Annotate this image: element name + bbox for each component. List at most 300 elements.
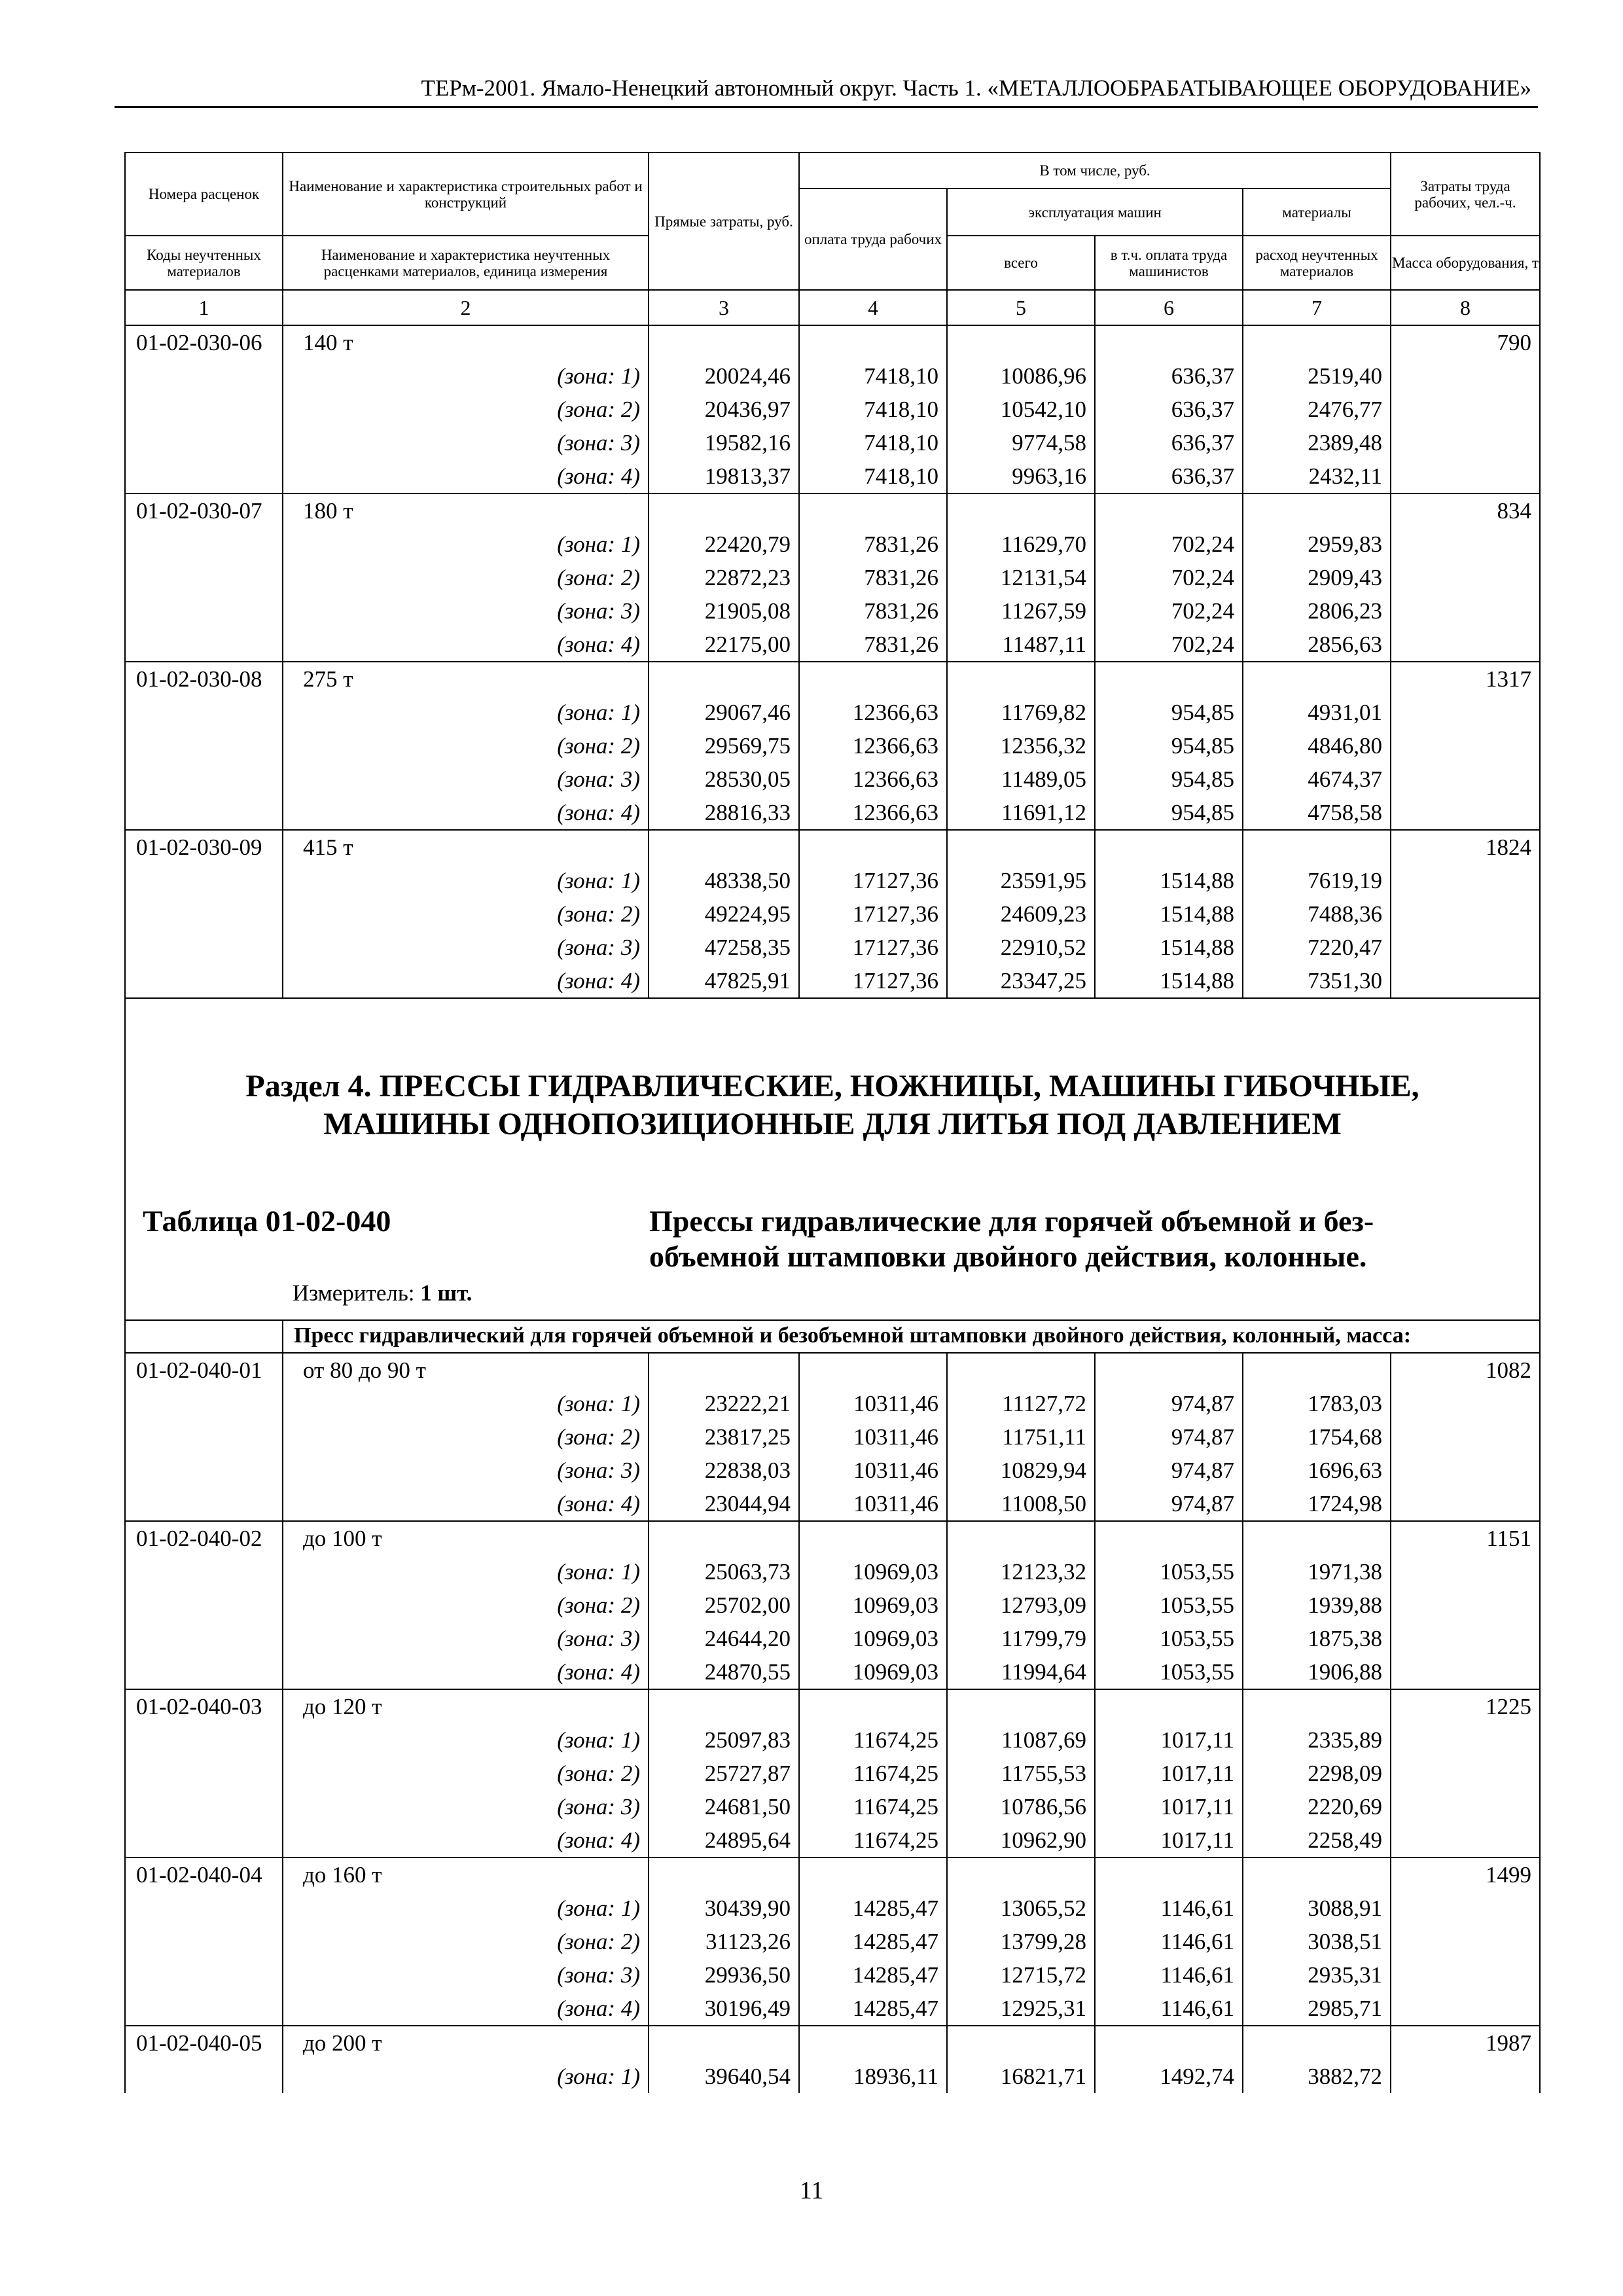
zone-label: (зона: 1)	[283, 528, 649, 561]
material-cost: 4846,80	[1243, 729, 1391, 762]
empty-cell	[1391, 628, 1540, 662]
operator-cost: 1146,61	[1095, 1958, 1243, 1992]
rate-name: 415 т	[283, 830, 649, 864]
empty-cell	[125, 964, 283, 998]
zone-label: (зона: 1)	[283, 1723, 649, 1757]
operator-cost: 954,85	[1095, 729, 1243, 762]
empty-cell	[649, 662, 799, 696]
empty-cell	[649, 325, 799, 359]
material-cost: 2389,48	[1243, 426, 1391, 459]
empty-cell	[125, 1757, 283, 1790]
material-cost: 2335,89	[1243, 1723, 1391, 1757]
rate-row	[125, 1521, 1540, 1555]
empty-cell	[1391, 1757, 1540, 1790]
rate-row	[125, 662, 1540, 696]
direct-cost: 30439,90	[649, 1892, 799, 1925]
material-cost: 3882,72	[1243, 2060, 1391, 2093]
material-cost: 2959,83	[1243, 528, 1391, 561]
machine-cost: 16821,71	[947, 2060, 1095, 2093]
machine-cost: 10829,94	[947, 1454, 1095, 1487]
unit-line	[293, 1280, 472, 1306]
empty-cell	[125, 1487, 283, 1521]
material-cost: 7351,30	[1243, 964, 1391, 998]
section-title	[126, 1067, 1539, 1143]
empty-cell	[947, 1857, 1095, 1892]
machine-cost: 11769,82	[947, 696, 1095, 729]
operator-cost: 954,85	[1095, 696, 1243, 729]
page-number: 11	[799, 2177, 824, 2204]
equipment-mass: 1225	[1391, 1689, 1540, 1723]
empty-cell	[947, 662, 1095, 696]
machine-cost: 10786,56	[947, 1790, 1095, 1823]
direct-cost: 23817,25	[649, 1420, 799, 1454]
labor-cost: 10311,46	[799, 1420, 947, 1454]
empty-cell	[1243, 1689, 1391, 1723]
unit-label: Измеритель:	[293, 1280, 415, 1306]
empty-cell	[947, 2026, 1095, 2060]
empty-cell	[1243, 325, 1391, 359]
machine-cost: 22910,52	[947, 931, 1095, 964]
empty-cell	[1391, 1588, 1540, 1622]
zone-label: (зона: 3)	[283, 762, 649, 796]
empty-cell	[1095, 325, 1243, 359]
direct-cost: 25727,87	[649, 1757, 799, 1790]
labor-cost: 11674,25	[799, 1723, 947, 1757]
material-cost: 2476,77	[1243, 393, 1391, 426]
material-cost: 1939,88	[1243, 1588, 1391, 1622]
operator-cost: 1053,55	[1095, 1622, 1243, 1655]
empty-cell	[1243, 1353, 1391, 1387]
head-num: 6	[1095, 290, 1243, 325]
zone-label: (зона: 4)	[283, 1487, 649, 1521]
zone-label: (зона: 1)	[283, 2060, 649, 2093]
labor-cost: 11674,25	[799, 1823, 947, 1857]
empty-cell	[1391, 1454, 1540, 1487]
zone-row	[125, 1892, 1540, 1925]
equipment-mass: 1082	[1391, 1353, 1540, 1387]
direct-cost: 28816,33	[649, 796, 799, 830]
empty-cell	[947, 830, 1095, 864]
labor-cost: 14285,47	[799, 1958, 947, 1992]
direct-cost: 47825,91	[649, 964, 799, 998]
machine-cost: 12925,31	[947, 1992, 1095, 2026]
rate-code: 01-02-030-09	[125, 830, 283, 864]
head-col7: расход неучтенных материалов	[1243, 236, 1391, 290]
machine-cost: 10962,90	[947, 1823, 1095, 1857]
material-cost: 2856,63	[1243, 628, 1391, 662]
labor-cost: 14285,47	[799, 1992, 947, 2026]
empty-cell	[649, 2026, 799, 2060]
machine-cost: 11691,12	[947, 796, 1095, 830]
table-head	[125, 152, 1540, 325]
head-col4: оплата труда рабочих	[799, 188, 947, 290]
empty-cell	[799, 662, 947, 696]
zone-row	[125, 1823, 1540, 1857]
labor-cost: 7831,26	[799, 528, 947, 561]
empty-cell	[125, 1622, 283, 1655]
operator-cost: 1017,11	[1095, 1723, 1243, 1757]
head-machines: эксплуатация машин	[947, 188, 1243, 236]
group-title: Пресс гидравлический для горячей объемной и безобъемной штамповки двойного действия, колонный, масса:	[283, 1320, 1540, 1353]
direct-cost: 39640,54	[649, 2060, 799, 2093]
head-num: 2	[283, 290, 649, 325]
zone-row	[125, 1454, 1540, 1487]
direct-cost: 29067,46	[649, 696, 799, 729]
zone-row	[125, 729, 1540, 762]
material-cost: 3088,91	[1243, 1892, 1391, 1925]
operator-cost: 1053,55	[1095, 1555, 1243, 1588]
machine-cost: 9774,58	[947, 426, 1095, 459]
empty-cell	[1095, 1857, 1243, 1892]
operator-cost: 1514,88	[1095, 897, 1243, 931]
labor-cost: 12366,63	[799, 796, 947, 830]
empty-cell	[125, 1823, 283, 1857]
labor-cost: 7418,10	[799, 426, 947, 459]
operator-cost: 974,87	[1095, 1487, 1243, 1521]
material-cost: 1696,63	[1243, 1454, 1391, 1487]
direct-cost: 47258,35	[649, 931, 799, 964]
operator-cost: 1514,88	[1095, 964, 1243, 998]
zone-label: (зона: 2)	[283, 393, 649, 426]
table-body-section-3	[125, 325, 1540, 998]
empty-cell	[125, 1992, 283, 2026]
empty-cell	[1391, 1790, 1540, 1823]
operator-cost: 954,85	[1095, 796, 1243, 830]
zone-label: (зона: 3)	[283, 594, 649, 628]
zone-row	[125, 1420, 1540, 1454]
direct-cost: 22838,03	[649, 1454, 799, 1487]
operator-cost: 1514,88	[1095, 864, 1243, 897]
operator-cost: 1146,61	[1095, 1992, 1243, 2026]
head-num: 3	[649, 290, 799, 325]
labor-cost: 7831,26	[799, 594, 947, 628]
direct-cost: 25702,00	[649, 1588, 799, 1622]
direct-cost: 49224,95	[649, 897, 799, 931]
direct-cost: 24644,20	[649, 1622, 799, 1655]
zone-label: (зона: 1)	[283, 1387, 649, 1420]
empty-cell	[1391, 2060, 1540, 2093]
zone-row	[125, 1487, 1540, 1521]
empty-cell	[1243, 1521, 1391, 1555]
empty-cell	[125, 1588, 283, 1622]
material-cost: 4674,37	[1243, 762, 1391, 796]
empty-cell	[1391, 796, 1540, 830]
labor-cost: 7418,10	[799, 459, 947, 493]
machine-cost: 13799,28	[947, 1925, 1095, 1958]
empty-cell	[947, 325, 1095, 359]
zone-label: (зона: 4)	[283, 964, 649, 998]
direct-cost: 22420,79	[649, 528, 799, 561]
head-col2-top: Наименование и характеристика строительных работ и конструкций	[283, 152, 649, 236]
material-cost: 4758,58	[1243, 796, 1391, 830]
empty-cell	[125, 1723, 283, 1757]
zone-label: (зона: 4)	[283, 1655, 649, 1689]
operator-cost: 1017,11	[1095, 1790, 1243, 1823]
section-title-line1: Раздел 4. ПРЕССЫ ГИДРАВЛИЧЕСКИЕ, НОЖНИЦЫ, МАШИНЫ ГИБОЧНЫЕ,	[245, 1069, 1419, 1103]
empty-cell	[1391, 1992, 1540, 2026]
section-title-line2: МАШИНЫ ОДНОПОЗИЦИОННЫЕ ДЛЯ ЛИТЬЯ ПОД ДАВЛЕНИЕМ	[323, 1107, 1342, 1141]
operator-cost: 974,87	[1095, 1420, 1243, 1454]
zone-label: (зона: 2)	[283, 1420, 649, 1454]
head-incl: В том числе, руб.	[799, 152, 1391, 188]
labor-cost: 17127,36	[799, 931, 947, 964]
operator-cost: 974,87	[1095, 1387, 1243, 1420]
price-table	[124, 152, 1541, 2093]
rate-code: 01-02-030-08	[125, 662, 283, 696]
empty-cell	[1391, 1622, 1540, 1655]
machine-cost: 11008,50	[947, 1487, 1095, 1521]
equipment-mass: 1317	[1391, 662, 1540, 696]
empty-cell	[1391, 528, 1540, 561]
zone-label: (зона: 2)	[283, 1757, 649, 1790]
labor-cost: 7418,10	[799, 393, 947, 426]
direct-cost: 30196,49	[649, 1992, 799, 2026]
header-text: ТЕРм-2001. Ямало-Ненецкий автономный округ. Часть 1. «МЕТАЛЛООБРАБАТЫВАЮЩЕЕ ОБОРУДОВАНИЕ»	[421, 75, 1531, 101]
empty-cell	[125, 1790, 283, 1823]
material-cost: 2985,71	[1243, 1992, 1391, 2026]
empty-cell	[1391, 459, 1540, 493]
empty-cell	[1391, 964, 1540, 998]
direct-cost: 29569,75	[649, 729, 799, 762]
machine-cost: 11751,11	[947, 1420, 1095, 1454]
empty-cell	[125, 864, 283, 897]
material-cost: 1754,68	[1243, 1420, 1391, 1454]
head-num: 1	[125, 290, 283, 325]
empty-cell	[649, 830, 799, 864]
zone-row	[125, 1992, 1540, 2026]
rate-code: 01-02-040-05	[125, 2026, 283, 2060]
operator-cost: 702,24	[1095, 561, 1243, 594]
empty-cell	[1391, 393, 1540, 426]
rate-code: 01-02-030-06	[125, 325, 283, 359]
labor-cost: 12366,63	[799, 696, 947, 729]
machine-cost: 13065,52	[947, 1892, 1095, 1925]
zone-label: (зона: 4)	[283, 459, 649, 493]
empty-cell	[1391, 561, 1540, 594]
table-body-section-4	[125, 1353, 1540, 2093]
rate-row	[125, 1857, 1540, 1892]
direct-cost: 23222,21	[649, 1387, 799, 1420]
rate-code: 01-02-030-07	[125, 493, 283, 528]
zone-label: (зона: 4)	[283, 796, 649, 830]
machine-cost: 11487,11	[947, 628, 1095, 662]
zone-label: (зона: 2)	[283, 1588, 649, 1622]
zone-row	[125, 1925, 1540, 1958]
machine-cost: 12715,72	[947, 1958, 1095, 1992]
empty-cell	[125, 2060, 283, 2093]
labor-cost: 17127,36	[799, 897, 947, 931]
empty-cell	[1391, 1823, 1540, 1857]
operator-cost: 954,85	[1095, 762, 1243, 796]
direct-cost: 24870,55	[649, 1655, 799, 1689]
empty-cell	[649, 1689, 799, 1723]
empty-cell	[1391, 1420, 1540, 1454]
direct-cost: 25063,73	[649, 1555, 799, 1588]
unit-value: 1 шт.	[420, 1280, 473, 1306]
operator-cost: 1492,74	[1095, 2060, 1243, 2093]
material-cost: 2220,69	[1243, 1790, 1391, 1823]
equipment-mass: 834	[1391, 493, 1540, 528]
zone-row	[125, 359, 1540, 393]
page-header	[115, 71, 1538, 108]
head-num: 8	[1391, 290, 1540, 325]
empty-cell	[125, 796, 283, 830]
empty-cell	[947, 1521, 1095, 1555]
rate-name: до 200 т	[283, 2026, 649, 2060]
material-cost: 3038,51	[1243, 1925, 1391, 1958]
operator-cost: 702,24	[1095, 528, 1243, 561]
empty-cell	[1391, 729, 1540, 762]
empty-cell	[1391, 426, 1540, 459]
empty-cell	[125, 1892, 283, 1925]
direct-cost: 31123,26	[649, 1925, 799, 1958]
labor-cost: 10311,46	[799, 1487, 947, 1521]
empty-cell	[125, 561, 283, 594]
table-title-line1: Прессы гидравлические для горячей объемной и без-	[649, 1204, 1374, 1238]
direct-cost: 48338,50	[649, 864, 799, 897]
empty-cell	[1391, 1387, 1540, 1420]
material-cost: 7619,19	[1243, 864, 1391, 897]
zone-row	[125, 864, 1540, 897]
equipment-mass: 1499	[1391, 1857, 1540, 1892]
material-cost: 1875,38	[1243, 1622, 1391, 1655]
empty-cell	[125, 628, 283, 662]
equipment-mass: 1987	[1391, 2026, 1540, 2060]
labor-cost: 12366,63	[799, 762, 947, 796]
labor-cost: 10969,03	[799, 1588, 947, 1622]
empty-cell	[1391, 897, 1540, 931]
empty-cell	[1243, 493, 1391, 528]
zone-row	[125, 2060, 1540, 2093]
labor-cost: 14285,47	[799, 1892, 947, 1925]
empty-cell	[125, 696, 283, 729]
labor-cost: 17127,36	[799, 964, 947, 998]
zone-row	[125, 1723, 1540, 1757]
zone-row	[125, 696, 1540, 729]
empty-cell	[125, 762, 283, 796]
direct-cost: 19813,37	[649, 459, 799, 493]
empty-cell	[125, 1420, 283, 1454]
machine-cost: 12793,09	[947, 1588, 1095, 1622]
material-cost: 1971,38	[1243, 1555, 1391, 1588]
zone-label: (зона: 3)	[283, 426, 649, 459]
head-num: 5	[947, 290, 1095, 325]
machine-cost: 24609,23	[947, 897, 1095, 931]
section-heading	[125, 998, 1540, 1353]
empty-cell	[1391, 594, 1540, 628]
empty-cell	[1391, 1555, 1540, 1588]
zone-row	[125, 426, 1540, 459]
head-col3: Прямые затраты, руб.	[649, 152, 799, 290]
material-cost: 1783,03	[1243, 1387, 1391, 1420]
machine-cost: 11799,79	[947, 1622, 1095, 1655]
labor-cost: 10969,03	[799, 1555, 947, 1588]
machine-cost: 10086,96	[947, 359, 1095, 393]
empty-cell	[799, 1857, 947, 1892]
material-cost: 2935,31	[1243, 1958, 1391, 1992]
empty-cell	[1391, 359, 1540, 393]
machine-cost: 11629,70	[947, 528, 1095, 561]
zone-label: (зона: 4)	[283, 1823, 649, 1857]
zone-row	[125, 897, 1540, 931]
empty-cell	[1391, 696, 1540, 729]
empty-cell	[125, 931, 283, 964]
operator-cost: 1146,61	[1095, 1892, 1243, 1925]
zone-row	[125, 1622, 1540, 1655]
material-cost: 2806,23	[1243, 594, 1391, 628]
rate-name: до 100 т	[283, 1521, 649, 1555]
machine-cost: 11127,72	[947, 1387, 1095, 1420]
zone-label: (зона: 3)	[283, 1790, 649, 1823]
zone-row	[125, 1588, 1540, 1622]
zone-label: (зона: 4)	[283, 1992, 649, 2026]
material-cost: 2258,49	[1243, 1823, 1391, 1857]
empty-cell	[125, 1454, 283, 1487]
empty-cell	[1391, 762, 1540, 796]
labor-cost: 18936,11	[799, 2060, 947, 2093]
labor-cost: 10311,46	[799, 1387, 947, 1420]
zone-label: (зона: 1)	[283, 359, 649, 393]
material-cost: 2519,40	[1243, 359, 1391, 393]
direct-cost: 22872,23	[649, 561, 799, 594]
machine-cost: 11267,59	[947, 594, 1095, 628]
empty-cell	[799, 1689, 947, 1723]
empty-cell	[649, 493, 799, 528]
direct-cost: 22175,00	[649, 628, 799, 662]
head-col5: всего	[947, 236, 1095, 290]
empty-cell	[1095, 2026, 1243, 2060]
empty-cell	[1095, 1521, 1243, 1555]
zone-row	[125, 964, 1540, 998]
equipment-mass: 790	[1391, 325, 1540, 359]
labor-cost: 10311,46	[799, 1454, 947, 1487]
empty-cell	[799, 2026, 947, 2060]
head-num: 4	[799, 290, 947, 325]
material-cost: 2298,09	[1243, 1757, 1391, 1790]
operator-cost: 636,37	[1095, 393, 1243, 426]
direct-cost: 25097,83	[649, 1723, 799, 1757]
zone-label: (зона: 2)	[283, 897, 649, 931]
operator-cost: 1053,55	[1095, 1655, 1243, 1689]
head-col8-top: Затраты труда рабочих, чел.-ч.	[1391, 152, 1540, 236]
material-cost: 4931,01	[1243, 696, 1391, 729]
rate-row	[125, 1689, 1540, 1723]
operator-cost: 1017,11	[1095, 1757, 1243, 1790]
empty-cell	[1391, 1723, 1540, 1757]
empty-cell	[125, 1655, 283, 1689]
empty-cell	[1095, 1689, 1243, 1723]
empty-cell	[649, 1353, 799, 1387]
zone-label: (зона: 2)	[283, 1925, 649, 1958]
zone-row	[125, 561, 1540, 594]
head-col8-bottom: Масса оборудования, т	[1391, 236, 1540, 290]
operator-cost: 1053,55	[1095, 1588, 1243, 1622]
operator-cost: 1017,11	[1095, 1823, 1243, 1857]
empty-cell	[1243, 1857, 1391, 1892]
empty-cell	[1391, 1655, 1540, 1689]
empty-cell	[125, 1925, 283, 1958]
machine-cost: 12131,54	[947, 561, 1095, 594]
labor-cost: 10969,03	[799, 1622, 947, 1655]
material-cost: 7488,36	[1243, 897, 1391, 931]
empty-cell	[1391, 1958, 1540, 1992]
direct-cost: 24895,64	[649, 1823, 799, 1857]
zone-row	[125, 1958, 1540, 1992]
head-col1-top: Номера расценок	[125, 152, 283, 236]
rate-row	[125, 830, 1540, 864]
table-title	[649, 1204, 1467, 1274]
rate-code: 01-02-040-02	[125, 1521, 283, 1555]
